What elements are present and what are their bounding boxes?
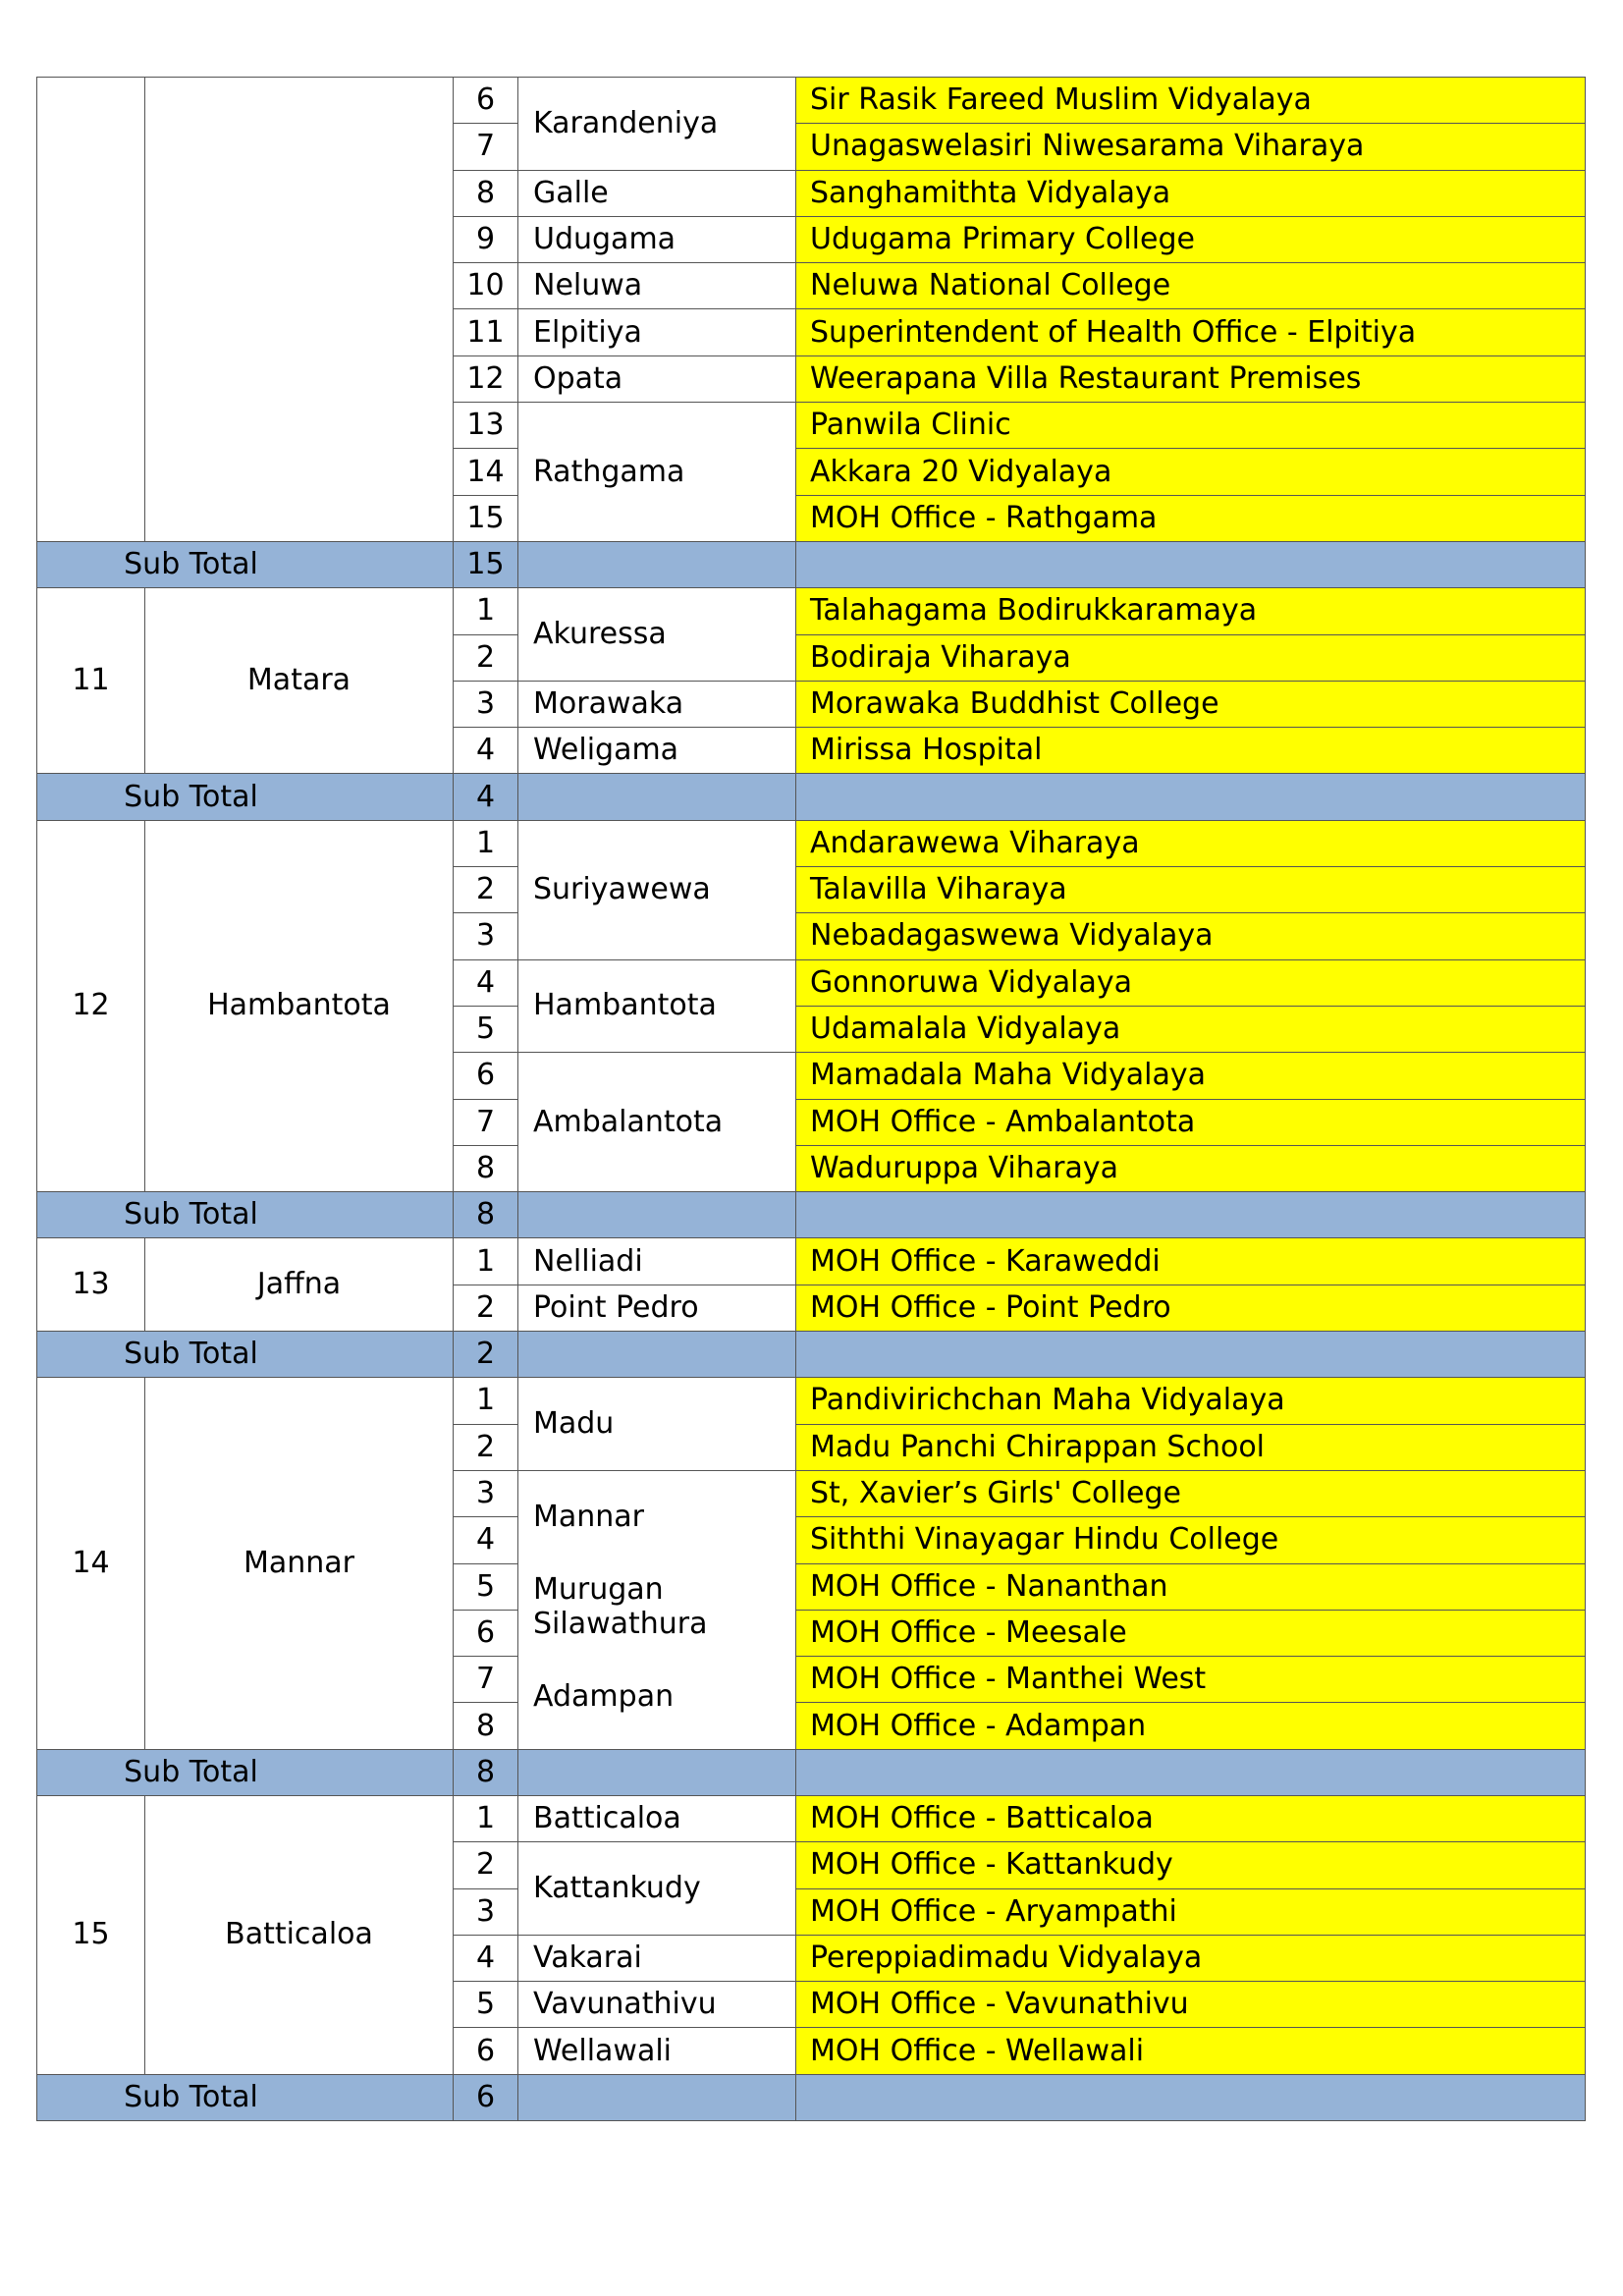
- subtotal-value: 15: [454, 541, 518, 587]
- district-number: 14: [37, 1378, 145, 1749]
- area-name: Morawaka: [518, 681, 796, 727]
- area-name: Neluwa: [518, 263, 796, 309]
- area-name: Adampan: [533, 1678, 675, 1714]
- subtotal-blank: [518, 2074, 796, 2120]
- area-name: Galle: [518, 170, 796, 216]
- row-number: 2: [454, 867, 518, 913]
- area-name: Kattankudy: [518, 1842, 796, 1936]
- location-name: Sanghamithta Vidyalaya: [796, 170, 1586, 216]
- location-name: MOH Office - Batticaloa: [796, 1795, 1586, 1841]
- location-name: MOH Office - Nananthan: [796, 1563, 1586, 1610]
- area-name: Vavunathivu: [518, 1982, 796, 2028]
- location-name: Udamalala Vidyalaya: [796, 1006, 1586, 1052]
- district-name: Jaffna: [145, 1238, 454, 1332]
- district-number: 12: [37, 820, 145, 1191]
- row-number: 12: [454, 355, 518, 402]
- table-row: [37, 1238, 1586, 1285]
- location-name: Panwila Clinic: [796, 403, 1586, 449]
- location-name: Pandivirichchan Maha Vidyalaya: [796, 1378, 1586, 1424]
- location-name: MOH Office - Manthei West: [796, 1657, 1586, 1703]
- location-name: Talavilla Viharaya: [796, 867, 1586, 913]
- row-number: 7: [454, 124, 518, 170]
- area-name: Mannar: [533, 1499, 645, 1534]
- subtotal-label: Sub Total: [37, 2074, 454, 2120]
- district-number: 13: [37, 1238, 145, 1332]
- row-number: 9: [454, 216, 518, 262]
- location-name: Siththi Vinayagar Hindu College: [796, 1517, 1586, 1563]
- location-name: Bodiraja Viharaya: [796, 634, 1586, 681]
- district-name-cell: [145, 78, 454, 542]
- row-number: 2: [454, 1842, 518, 1888]
- row-number: 14: [454, 449, 518, 495]
- subtotal-blank: [796, 2074, 1586, 2120]
- row-number: 7: [454, 1657, 518, 1703]
- subtotal-blank: [796, 1332, 1586, 1378]
- subtotal-blank: [518, 541, 796, 587]
- area-name: Hambantota: [518, 959, 796, 1053]
- area-name: Wellawali: [518, 2028, 796, 2074]
- area-name-group: [518, 1470, 796, 1749]
- table-row: [37, 588, 1586, 634]
- area-name: Weligama: [518, 728, 796, 774]
- row-number: 8: [454, 1703, 518, 1749]
- row-number: 3: [454, 1888, 518, 1935]
- subtotal-blank: [796, 1192, 1586, 1238]
- location-name: Nebadagaswewa Vidyalaya: [796, 913, 1586, 959]
- row-number: 1: [454, 820, 518, 866]
- location-name: Madu Panchi Chirappan School: [796, 1424, 1586, 1470]
- row-number: 1: [454, 1238, 518, 1285]
- row-number: 6: [454, 1610, 518, 1656]
- location-name: Gonnoruwa Vidyalaya: [796, 959, 1586, 1006]
- area-name: Batticaloa: [518, 1795, 796, 1841]
- subtotal-label: Sub Total: [37, 1192, 454, 1238]
- subtotal-row: [37, 774, 1586, 820]
- location-name: MOH Office - Karaweddi: [796, 1238, 1586, 1285]
- row-number: 7: [454, 1099, 518, 1145]
- row-number: 11: [454, 309, 518, 355]
- district-name: Matara: [145, 588, 454, 774]
- row-number: 3: [454, 1470, 518, 1516]
- row-number: 4: [454, 1935, 518, 1981]
- row-number: 6: [454, 1053, 518, 1099]
- location-name: Udugama Primary College: [796, 216, 1586, 262]
- subtotal-blank: [796, 774, 1586, 820]
- row-number: 4: [454, 728, 518, 774]
- area-name: Udugama: [518, 216, 796, 262]
- subtotal-row: [37, 1749, 1586, 1795]
- area-name: Rathgama: [518, 403, 796, 542]
- district-name: Mannar: [145, 1378, 454, 1749]
- location-name: MOH Office - Meesale: [796, 1610, 1586, 1656]
- row-number: 5: [454, 1563, 518, 1610]
- row-number: 2: [454, 634, 518, 681]
- district-name: Batticaloa: [145, 1795, 454, 2074]
- table-row: [37, 820, 1586, 866]
- row-number: 4: [454, 959, 518, 1006]
- location-name: MOH Office - Adampan: [796, 1703, 1586, 1749]
- location-name: Waduruppa Viharaya: [796, 1145, 1586, 1191]
- area-name: Nelliadi: [518, 1238, 796, 1285]
- subtotal-label: Sub Total: [37, 1749, 454, 1795]
- subtotal-value: 6: [454, 2074, 518, 2120]
- location-name: MOH Office - Rathgama: [796, 495, 1586, 541]
- location-name: Morawaka Buddhist College: [796, 681, 1586, 727]
- subtotal-label: Sub Total: [37, 541, 454, 587]
- row-number: 1: [454, 588, 518, 634]
- subtotal-row: [37, 1332, 1586, 1378]
- subtotal-row: [37, 2074, 1586, 2120]
- locations-table-page: [36, 77, 1585, 2121]
- area-name: Vakarai: [518, 1935, 796, 1981]
- location-name: MOH Office - Kattankudy: [796, 1842, 1586, 1888]
- area-name: Madu: [518, 1378, 796, 1471]
- row-number: 3: [454, 681, 518, 727]
- location-name: MOH Office - Aryampathi: [796, 1888, 1586, 1935]
- row-number: 10: [454, 263, 518, 309]
- location-name: St, Xavier’s Girls' College: [796, 1470, 1586, 1516]
- location-name: Weerapana Villa Restaurant Premises: [796, 355, 1586, 402]
- location-name: Superintendent of Health Office - Elpitiya: [796, 309, 1586, 355]
- district-name: Hambantota: [145, 820, 454, 1191]
- district-number: 11: [37, 588, 145, 774]
- subtotal-blank: [518, 1192, 796, 1238]
- row-number: 2: [454, 1424, 518, 1470]
- row-number: 8: [454, 170, 518, 216]
- area-name: Murugan: [533, 1572, 664, 1608]
- row-number: 2: [454, 1285, 518, 1331]
- subtotal-blank: [796, 541, 1586, 587]
- area-name: Akuressa: [518, 588, 796, 682]
- subtotal-value: 2: [454, 1332, 518, 1378]
- subtotal-value: 8: [454, 1192, 518, 1238]
- row-number: 6: [454, 78, 518, 124]
- location-name: MOH Office - Ambalantota: [796, 1099, 1586, 1145]
- location-name: MOH Office - Point Pedro: [796, 1285, 1586, 1331]
- location-name: Sir Rasik Fareed Muslim Vidyalaya: [796, 78, 1586, 124]
- area-name: Point Pedro: [518, 1285, 796, 1331]
- row-number: 1: [454, 1795, 518, 1841]
- row-number: 3: [454, 913, 518, 959]
- subtotal-value: 8: [454, 1749, 518, 1795]
- subtotal-blank: [518, 1749, 796, 1795]
- row-number: 8: [454, 1145, 518, 1191]
- subtotal-row: [37, 1192, 1586, 1238]
- table-row: [37, 1795, 1586, 1841]
- location-name: Andarawewa Viharaya: [796, 820, 1586, 866]
- location-name: Talahagama Bodirukkaramaya: [796, 588, 1586, 634]
- area-name: Elpitiya: [518, 309, 796, 355]
- area-name: Ambalantota: [518, 1053, 796, 1192]
- row-number: 5: [454, 1982, 518, 2028]
- location-name: MOH Office - Vavunathivu: [796, 1982, 1586, 2028]
- subtotal-blank: [518, 774, 796, 820]
- row-number: 4: [454, 1517, 518, 1563]
- row-number: 15: [454, 495, 518, 541]
- location-name: Mamadala Maha Vidyalaya: [796, 1053, 1586, 1099]
- row-number: 1: [454, 1378, 518, 1424]
- area-name: Silawathura: [533, 1606, 708, 1641]
- subtotal-label: Sub Total: [37, 1332, 454, 1378]
- row-number: 13: [454, 403, 518, 449]
- vaccination-locations-table: [36, 77, 1586, 2121]
- subtotal-row: [37, 541, 1586, 587]
- row-number: 5: [454, 1006, 518, 1052]
- location-name: Neluwa National College: [796, 263, 1586, 309]
- location-name: Mirissa Hospital: [796, 728, 1586, 774]
- table-row: [37, 78, 1586, 124]
- row-number: 6: [454, 2028, 518, 2074]
- location-name: Pereppiadimadu Vidyalaya: [796, 1935, 1586, 1981]
- area-name: Opata: [518, 355, 796, 402]
- subtotal-label: Sub Total: [37, 774, 454, 820]
- area-name: Karandeniya: [518, 78, 796, 171]
- subtotal-value: 4: [454, 774, 518, 820]
- location-name: Akkara 20 Vidyalaya: [796, 449, 1586, 495]
- area-name: Suriyawewa: [518, 820, 796, 959]
- table-row: [37, 1378, 1586, 1424]
- district-number: 15: [37, 1795, 145, 2074]
- subtotal-blank: [796, 1749, 1586, 1795]
- district-number-cell: [37, 78, 145, 542]
- location-name: MOH Office - Wellawali: [796, 2028, 1586, 2074]
- subtotal-blank: [518, 1332, 796, 1378]
- location-name: Unagaswelasiri Niwesarama Viharaya: [796, 124, 1586, 170]
